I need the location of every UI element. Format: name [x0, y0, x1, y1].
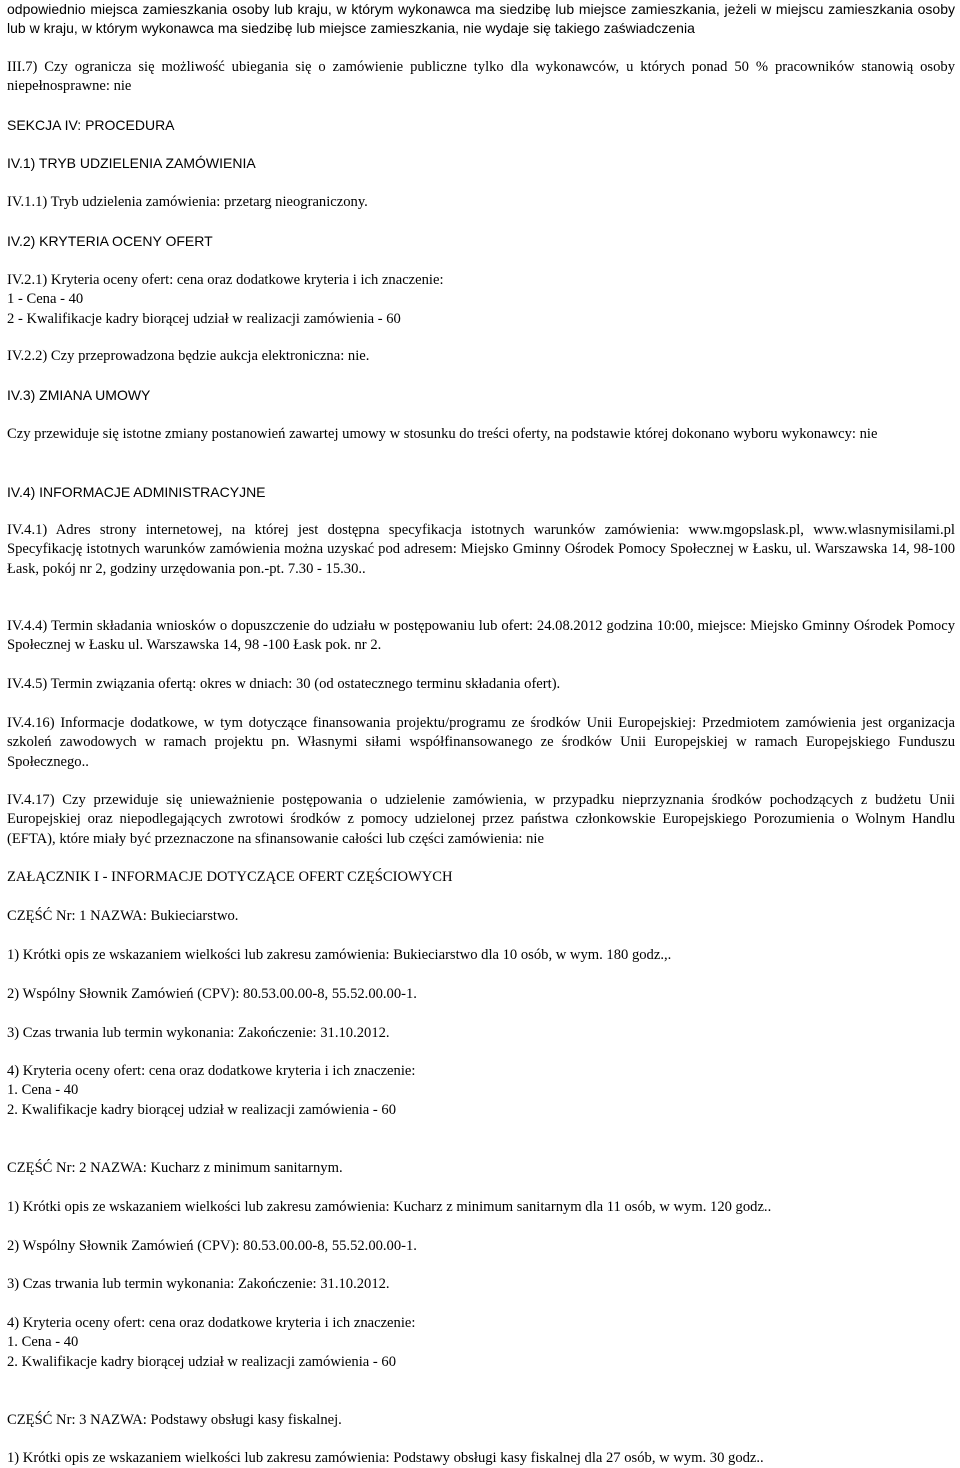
paragraph-line: 1) Krótki opis ze wskazaniem wielkości lub zakresu zamówienia: Bukieciarstwo dla 10 osób, w wym. 180 godz.,. [7, 947, 672, 963]
paragraph-line: 2) Wspólny Słownik Zamówień (CPV): 80.53.00.00-8, 55.52.00.00-1. [7, 1238, 417, 1254]
paragraph-line: 2) Wspólny Słownik Zamówień (CPV): 80.53.00.00-8, 55.52.00.00-1. [7, 986, 417, 1002]
document-paragraph [7, 386, 955, 405]
paragraph-line: 1) Krótki opis ze wskazaniem wielkości lub zakresu zamówienia: Kucharz z minimum sanitarnym dla 11 osób, w wym. 120 godz.. [7, 1199, 772, 1215]
paragraph-line: IV.4.17) Czy przewiduje się unieważnienie postępowania o udzielenie zamówienia, w przypadku nieprzyznania środków pochodzących z budżetu Unii Europejskiej oraz niepodlegających zwrotowi środków z pomocy udzielonej przez państwa członkowskie Europejskiego Porozumienia o Wolnym Handlu (EFTA), które miały być przeznaczone na sfinansowanie całości lub części zamówienia: nie [7, 792, 955, 847]
document-paragraph [7, 116, 955, 135]
paragraph-line: 3) Czas trwania lub termin wykonania: Zakończenie: 31.10.2012. [7, 1276, 390, 1292]
paragraph-line: 2. Kwalifikacje kadry biorącej udział w realizacji zamówienia - 60 [7, 1101, 396, 1118]
paragraph-line: 2 - Kwalifikacje kadry biorącej udział w realizacji zamówienia - 60 [7, 310, 401, 327]
document-paragraph [7, 714, 955, 772]
document-paragraph [7, 1159, 955, 1178]
paragraph-line: 1. Cena - 40 [7, 1334, 79, 1351]
paragraph-line: IV.3) ZMIANA UMOWY [7, 387, 151, 403]
document-paragraph [7, 232, 955, 251]
document-paragraph [7, 271, 955, 329]
paragraph-line: 4) Kryteria oceny ofert: cena oraz dodatkowe kryteria i ich znaczenie: [7, 1315, 416, 1331]
paragraph-line: 1 - Cena - 40 [7, 291, 84, 308]
paragraph-line: 4) Kryteria oceny ofert: cena oraz dodatkowe kryteria i ich znaczenie: [7, 1063, 416, 1079]
paragraph-line: III.7) Czy ogranicza się możliwość ubiegania się o zamówienie publiczne tylko dla wykonawców, u których ponad 50 % pracowników stanowią osoby niepełnosprawne: nie [7, 59, 955, 95]
paragraph-line: CZĘŚĆ Nr: 1 NAZWA: Bukieciarstwo. [7, 908, 239, 924]
document-paragraph [7, 154, 955, 173]
document-paragraph [7, 1062, 955, 1120]
paragraph-line: CZĘŚĆ Nr: 3 NAZWA: Podstawy obsługi kasy fiskalnej. [7, 1412, 342, 1428]
paragraph-line: odpowiednio miejsca zamieszkania osoby lub kraju, w którym wykonawca ma siedzibę lub miejsce zamieszkania, jeżeli w miejscu zamieszkania osoby lub w kraju, w którym wykonawca ma siedzibę lub miejsce zamieszkania, nie wydaje się takiego zaświadczenia [7, 1, 955, 37]
document-paragraph [7, 868, 955, 887]
paragraph-line: IV.2) KRYTERIA OCENY OFERT [7, 233, 213, 249]
document-paragraph [7, 1024, 955, 1043]
paragraph-line: IV.4.1) Adres strony internetowej, na której jest dostępna specyfikacja istotnych warunków zamówienia: www.mgopslask.pl, www.wlasnymisilami.pl Specyfikację istotnych warunków zamówienia można uzyskać pod adresem: Miejsko Gminny Ośrodek Pomocy Społecznej w Łasku, ul. Warszawska 14, 98-100 Łask, pokój nr 2, godziny urzędowania pon.-pt. 7.30 - 15.30.. [7, 522, 955, 577]
document-paragraph [7, 58, 955, 97]
document-paragraph [7, 193, 955, 212]
paragraph-line: 1) Krótki opis ze wskazaniem wielkości lub zakresu zamówienia: Podstawy obsługi kasy fiskalnej dla 27 osób, w wym. 30 godz.. [7, 1450, 764, 1466]
document-paragraph [7, 791, 955, 849]
document-paragraph [7, 347, 955, 366]
paragraph-line: IV.4.5) Termin związania ofertą: okres w dniach: 30 (od ostatecznego terminu składania ofert). [7, 676, 561, 692]
paragraph-line: ZAŁĄCZNIK I - INFORMACJE DOTYCZĄCE OFERT CZĘŚCIOWYCH [7, 869, 453, 885]
document-paragraph [7, 946, 955, 965]
document-paragraph [7, 1449, 955, 1468]
document-paragraph [7, 1198, 955, 1217]
paragraph-line: IV.2.1) Kryteria oceny ofert: cena oraz dodatkowe kryteria i ich znaczenie: [7, 272, 444, 288]
paragraph-line: CZĘŚĆ Nr: 2 NAZWA: Kucharz z minimum sanitarnym. [7, 1160, 343, 1176]
paragraph-line: IV.4.16) Informacje dodatkowe, w tym dotyczące finansowania projektu/programu ze środków Unii Europejskiej: Przedmiotem zamówienia jest organizacja szkoleń zawodowych w ramach projektu pn. Własnymi siłami współfinansowanego ze środków Unii Europejskiej w ramach Europejskiego Funduszu Społecznego.. [7, 715, 955, 770]
paragraph-line: IV.1.1) Tryb udzielenia zamówienia: przetarg nieograniczony. [7, 194, 368, 210]
paragraph-line: IV.4.4) Termin składania wniosków o dopuszczenie do udziału w postępowaniu lub ofert: 24.08.2012 godzina 10:00, miejsce: Miejsko Gminny Ośrodek Pomocy Społecznej w Łasku ul. Warszawska 14, 98 -100 Łask pok. nr 2. [7, 618, 955, 654]
paragraph-line: IV.1) TRYB UDZIELENIA ZAMÓWIENIA [7, 155, 256, 171]
paragraph-line: 1. Cena - 40 [7, 1082, 79, 1099]
paragraph-line: IV.2.2) Czy przeprowadzona będzie aukcja elektroniczna: nie. [7, 348, 370, 364]
document-paragraph [7, 1314, 955, 1372]
paragraph-line: Czy przewiduje się istotne zmiany postanowień zawartej umowy w stosunku do treści oferty, na podstawie której dokonano wyboru wykonawcy: nie [7, 426, 878, 442]
paragraph-line: 3) Czas trwania lub termin wykonania: Zakończenie: 31.10.2012. [7, 1025, 390, 1041]
document-paragraph [7, 675, 955, 694]
document-paragraph [7, 1275, 955, 1294]
document-paragraph [7, 1237, 955, 1256]
paragraph-line: 2. Kwalifikacje kadry biorącej udział w realizacji zamówienia - 60 [7, 1353, 396, 1370]
paragraph-line: SEKCJA IV: PROCEDURA [7, 117, 175, 133]
paragraph-line: IV.4) INFORMACJE ADMINISTRACYJNE [7, 484, 266, 500]
document-paragraph [7, 907, 955, 926]
document-paragraph [7, 483, 955, 502]
document-paragraph [7, 0, 955, 39]
document-paragraph [7, 617, 955, 656]
document-paragraph [7, 1411, 955, 1430]
document-paragraph [7, 425, 955, 444]
document-paragraph [7, 985, 955, 1004]
document-paragraph [7, 521, 955, 579]
